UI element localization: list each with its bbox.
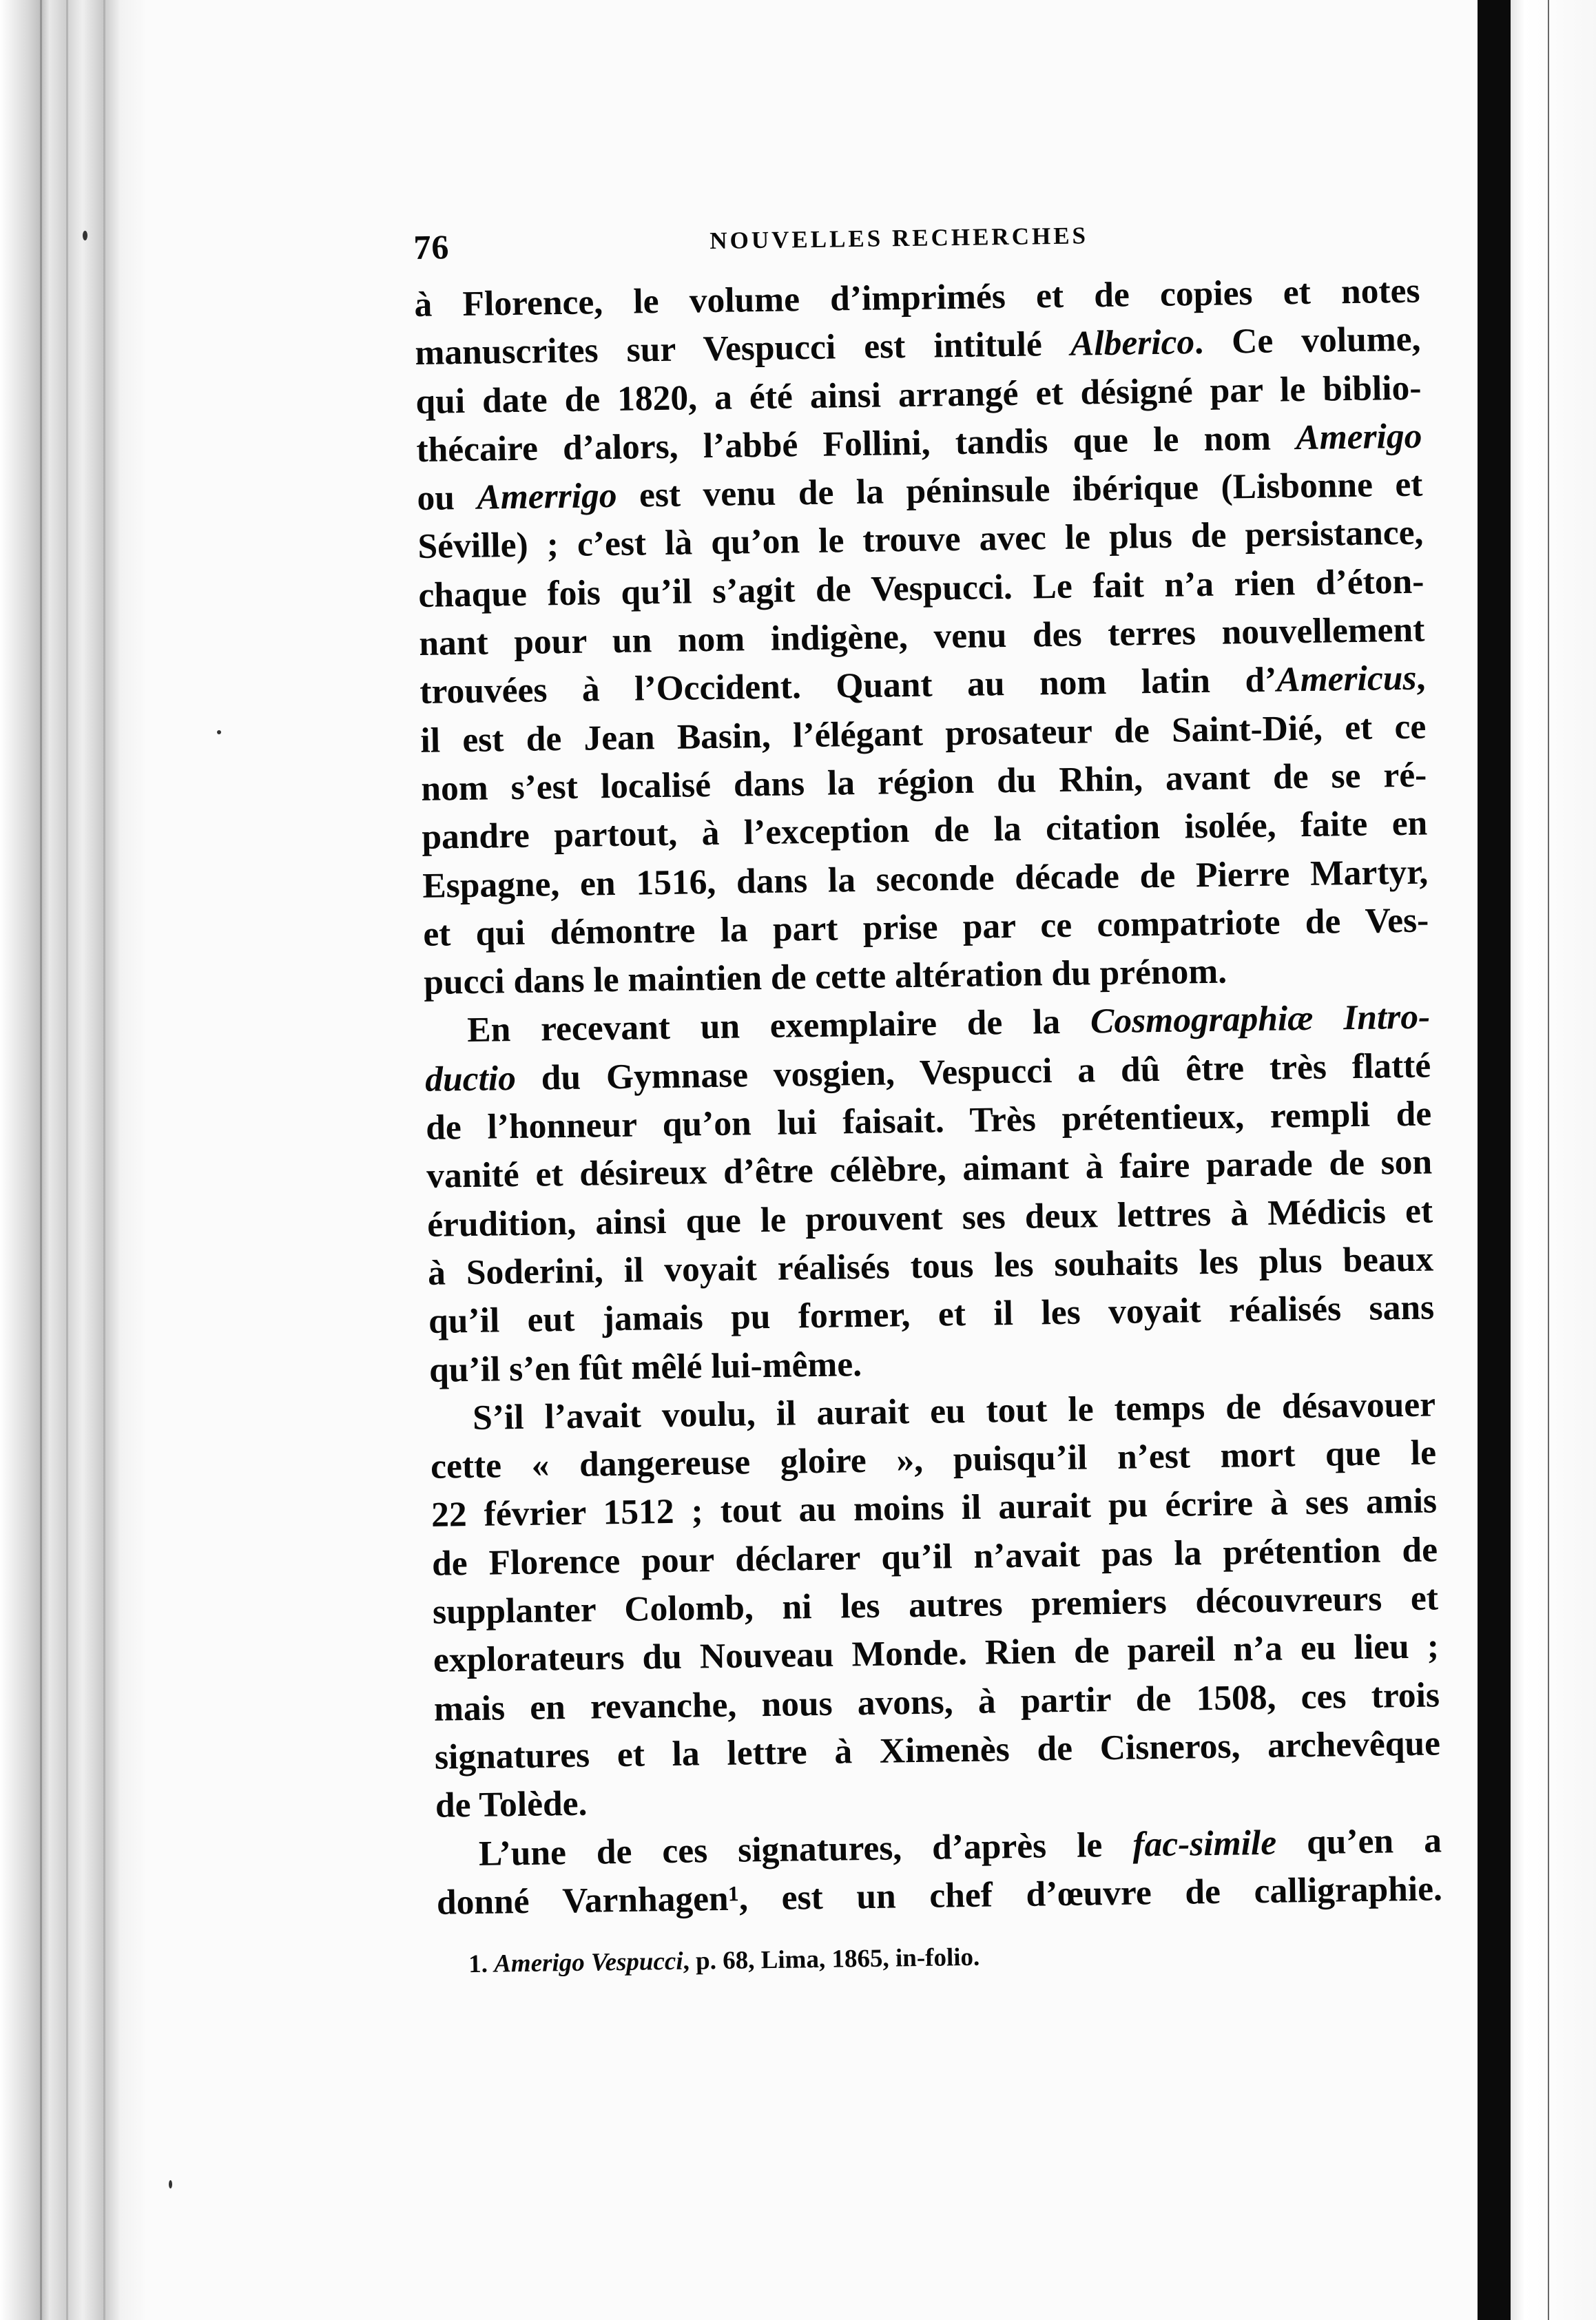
italic-text: Alberico xyxy=(1070,322,1195,364)
italic-text: fac-simile xyxy=(1132,1823,1277,1865)
edge-line xyxy=(40,0,42,2320)
running-title: NOUVELLES RECHERCHES xyxy=(709,222,1089,254)
text-segment: qu’il s’en fût mêlé lui-même. xyxy=(428,1344,862,1390)
text-segment: de Florence pour déclarer qu’il n’avait pas la prétention de xyxy=(431,1530,1438,1584)
text-segment: pucci dans le maintien de cette altération du prénom. xyxy=(423,951,1227,1003)
text-segment: Séville) ; c’est là qu’on le trouve avec le plus de persistance, xyxy=(417,513,1424,567)
text-segment: à Soderini, il voyait réalisés tous les souhaits les plus beaux xyxy=(427,1239,1434,1293)
text-segment: trouvées à l’Occident. Quant au nom latin d’ xyxy=(419,660,1277,712)
binding-shadow xyxy=(1478,0,1511,2320)
italic-text: Amerrigo xyxy=(476,476,617,517)
body-text xyxy=(414,267,1442,1927)
footnote-title: Amerigo Vespucci xyxy=(493,1947,683,1978)
text-segment: qu’en a xyxy=(1276,1820,1442,1863)
italic-text: Americus xyxy=(1276,659,1417,700)
text-segment: pandre partout, à l’exception de la citation isolée, faite en xyxy=(421,803,1428,858)
text-segment: signatures et la lettre à Ximenès de Cisneros, archevêque xyxy=(434,1723,1441,1777)
text-segment: , xyxy=(1416,658,1426,698)
text-segment: et qui démontre la part prise par ce compatriote de Ves- xyxy=(422,900,1429,954)
footnote xyxy=(437,1934,1471,1982)
text-segment: S’il l’avait voulu, il aurait eu tout le temps de désavouer xyxy=(472,1385,1436,1438)
text-segment: . Ce volume, xyxy=(1194,319,1421,362)
text-segment: est venu de la péninsule ibérique (Lisbonne et xyxy=(616,464,1423,516)
text-segment: qui date de 1820, a été ainsi arrangé et désigné par le biblio- xyxy=(415,368,1422,422)
edge-line xyxy=(66,0,68,2320)
footnote-marker: 1. xyxy=(468,1949,488,1979)
text-segment: supplanter Colomb, ni les autres premiers découvreurs et xyxy=(432,1578,1439,1632)
scan-speck xyxy=(83,231,87,240)
italic-text: Amerigo xyxy=(1295,416,1422,458)
page-margin-right xyxy=(1511,0,1596,2320)
text-segment: de Tolède. xyxy=(435,1783,588,1825)
text-segment: nom s’est localisé dans la région du Rhin, avant de se ré- xyxy=(420,755,1427,809)
text-segment: thécaire d’alors, l’abbé Follini, tandis que le nom xyxy=(416,418,1296,470)
page-content xyxy=(413,213,1471,1982)
text-segment: donné Varnhagen¹, est un chef d’œuvre de calligraphie. xyxy=(436,1869,1443,1923)
italic-text: Cosmographiæ Intro- xyxy=(1090,997,1431,1042)
text-segment: cette « dangereuse gloire », puisqu’il n’est mort que le xyxy=(430,1433,1437,1487)
italic-text: ductio xyxy=(424,1058,517,1099)
book-spine-edge xyxy=(0,0,145,2320)
text-segment: chaque fois qu’il s’agit de Vespucci. Le fait n’a rien d’éton- xyxy=(418,561,1424,615)
scan-speck xyxy=(217,730,221,734)
text-segment: manuscrites sur Vespucci est intitulé xyxy=(415,324,1071,373)
text-segment: ou xyxy=(417,477,477,519)
text-segment: à Florence, le volume d’imprimés et de copies et notes xyxy=(414,271,1420,324)
footnote-text: , p. 68, Lima, 1865, in-folio. xyxy=(683,1943,980,1976)
edge-line xyxy=(103,0,105,2320)
text-segment: explorateurs du Nouveau Monde. Rien de pareil n’a eu lieu ; xyxy=(433,1626,1440,1681)
scan-speck xyxy=(169,2180,172,2188)
text-segment: érudition, ainsi que le prouvent ses deux lettres à Médicis et xyxy=(426,1191,1433,1245)
text-segment: Espagne, en 1516, dans la seconde décade de Pierre Martyr, xyxy=(422,852,1429,906)
text-segment: qu’il eut jamais pu former, et il les voyait réalisés sans xyxy=(428,1287,1435,1342)
text-segment: En recevant un exemplaire de la xyxy=(466,1002,1091,1050)
text-segment: L’une de ces signatures, d’après le xyxy=(478,1825,1133,1874)
text-segment: du Gymnase vosgien, Vespucci a dû être très flatté xyxy=(515,1046,1431,1098)
text-segment: nant pour un nom indigène, venu des terres nouvellement xyxy=(419,610,1425,664)
running-head xyxy=(413,214,1420,276)
text-segment: mais en revanche, nous avons, à partir de 1508, ces trois xyxy=(433,1675,1440,1729)
page-number: 76 xyxy=(413,227,450,267)
text-segment: il est de Jean Basin, l’élégant prosateur de Saint-Dié, et ce xyxy=(420,707,1427,760)
text-segment: vanité et désireux d’être célèbre, aimant à faire parade de son xyxy=(426,1142,1433,1197)
text-segment: de l’honneur qu’on lui faisait. Très prétentieux, rempli de xyxy=(425,1094,1432,1148)
text-segment: 22 février 1512 ; tout au moins il aurait pu écrire à ses amis xyxy=(431,1481,1438,1535)
edge-line xyxy=(1548,0,1549,2320)
